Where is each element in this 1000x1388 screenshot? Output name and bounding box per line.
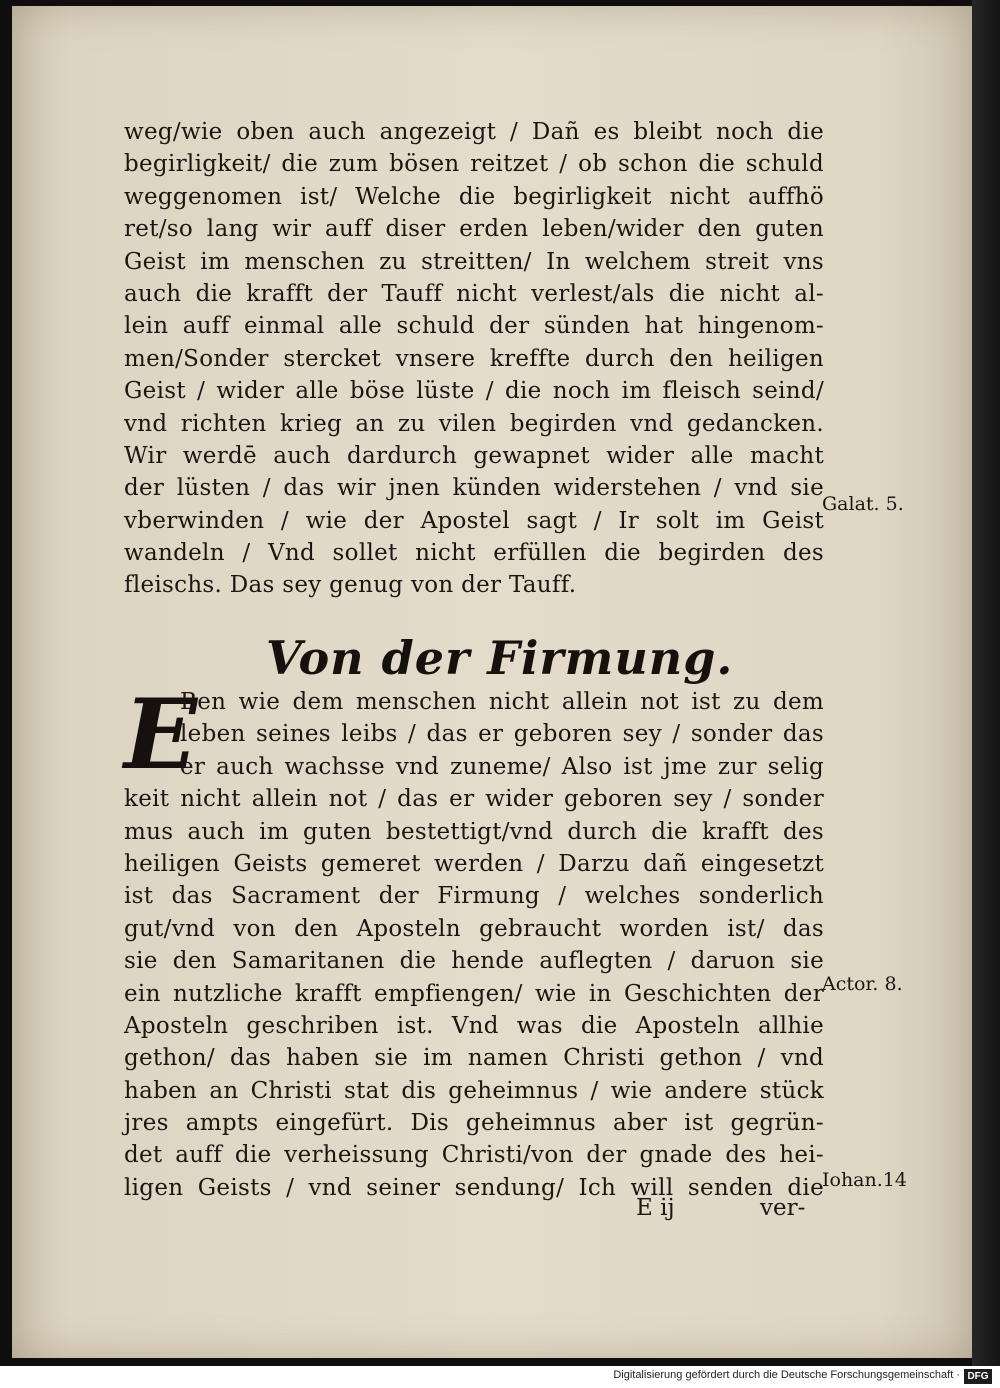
text-line: ligen Geists / vnd seiner sendung/ Ich will senden die: [124, 1174, 824, 1201]
section-heading: Von der Firmung.: [266, 631, 734, 685]
margin-note-iohan: Iohan.14: [822, 1169, 907, 1191]
dfg-logo: DFG: [964, 1369, 992, 1384]
text-line: weg/wie oben auch angezeigt / Dañ es bleibt noch die: [124, 119, 824, 145]
footer-bar: [0, 1366, 1000, 1388]
text-line: leben seines leibs / das er geboren sey / sonder das: [180, 721, 824, 748]
text-line: sie den Samaritanen die hende auflegten / daruon sie: [124, 948, 824, 975]
text-line: Aposteln geschriben ist. Vnd was die Aposteln allhie: [124, 1012, 824, 1039]
text-line: er auch wachsse vnd zuneme/ Also ist jme zur selig: [180, 753, 824, 780]
catchword: ver-: [760, 1195, 806, 1221]
text-line: gethon/ das haben sie im namen Christi gethon / vnd: [124, 1045, 824, 1072]
text-line: ein nutzliche krafft empfiengen/ wie in Geschichten der: [124, 980, 824, 1007]
text-line: Geist im menschen zu streitten/ In welchem streit vns: [124, 248, 824, 275]
section-text: [124, 678, 824, 1204]
margin-note-actor: Actor. 8.: [822, 973, 903, 995]
text-line: der lüsten / das wir jnen künden widerstehen / vnd sie: [124, 475, 824, 502]
body-text: [124, 116, 824, 602]
text-line: begirligkeit/ die zum bösen reitzet / ob schon die schuld: [124, 151, 824, 178]
text-line: jres ampts eingefürt. Dis geheimnus aber ist gegrün-: [124, 1110, 824, 1137]
text-line: mus auch im guten bestettigt/vnd durch die krafft des: [124, 818, 824, 845]
text-line: ret/so lang wir auff diser erden leben/wider den guten: [124, 216, 824, 243]
text-line: Wir werdē auch dardurch gewapnet wider alle macht: [124, 442, 824, 469]
text-line: fleischs. Das sey genug von der Tauff.: [124, 572, 577, 599]
text-line: heiligen Geists gemeret werden / Darzu dañ eingesetzt: [124, 850, 824, 877]
text-line: vnd richten krieg an zu vilen begirden vnd gedancken.: [124, 410, 824, 437]
drop-cap: E: [124, 678, 198, 791]
text-line: wandeln / Vnd sollet nicht erfüllen die begirden des: [124, 540, 824, 567]
text-line: gut/vnd von den Aposteln gebraucht worden ist/ das: [124, 915, 824, 942]
text-line: keit nicht allein not / das er wider geboren sey / sonder: [124, 786, 824, 813]
text-line: weggenomen ist/ Welche die begirligkeit nicht auffhö: [124, 183, 824, 210]
signature-mark: E ij: [636, 1195, 675, 1221]
text-line: det auff die verheissung Christi/von der gnade des hei-: [124, 1142, 824, 1169]
text-line: haben an Christi stat dis geheimnus / wie andere stück: [124, 1077, 824, 1104]
text-line: ist das Sacrament der Firmung / welches sonderlich: [124, 883, 824, 910]
text-line: auch die krafft der Tauff nicht verlest/als die nicht al-: [124, 280, 824, 307]
text-line: Ben wie dem menschen nicht allein not ist zu dem: [180, 689, 824, 715]
book-edge: [972, 0, 1000, 1366]
text-line: lein auff einmal alle schuld der sünden hat hingenom-: [124, 313, 824, 340]
text-line: vberwinden / wie der Apostel sagt / Ir solt im Geist: [124, 507, 824, 534]
text-line: men/Sonder stercket vnsere kreffte durch den heiligen: [124, 345, 824, 372]
text-line: Geist / wider alle böse lüste / die noch im fleisch seind/: [124, 378, 824, 405]
margin-note-galat: Galat. 5.: [822, 493, 904, 515]
funding-credit: Digitalisierung gefördert durch die Deutsche Forschungsgemeinschaft ·: [613, 1369, 960, 1381]
